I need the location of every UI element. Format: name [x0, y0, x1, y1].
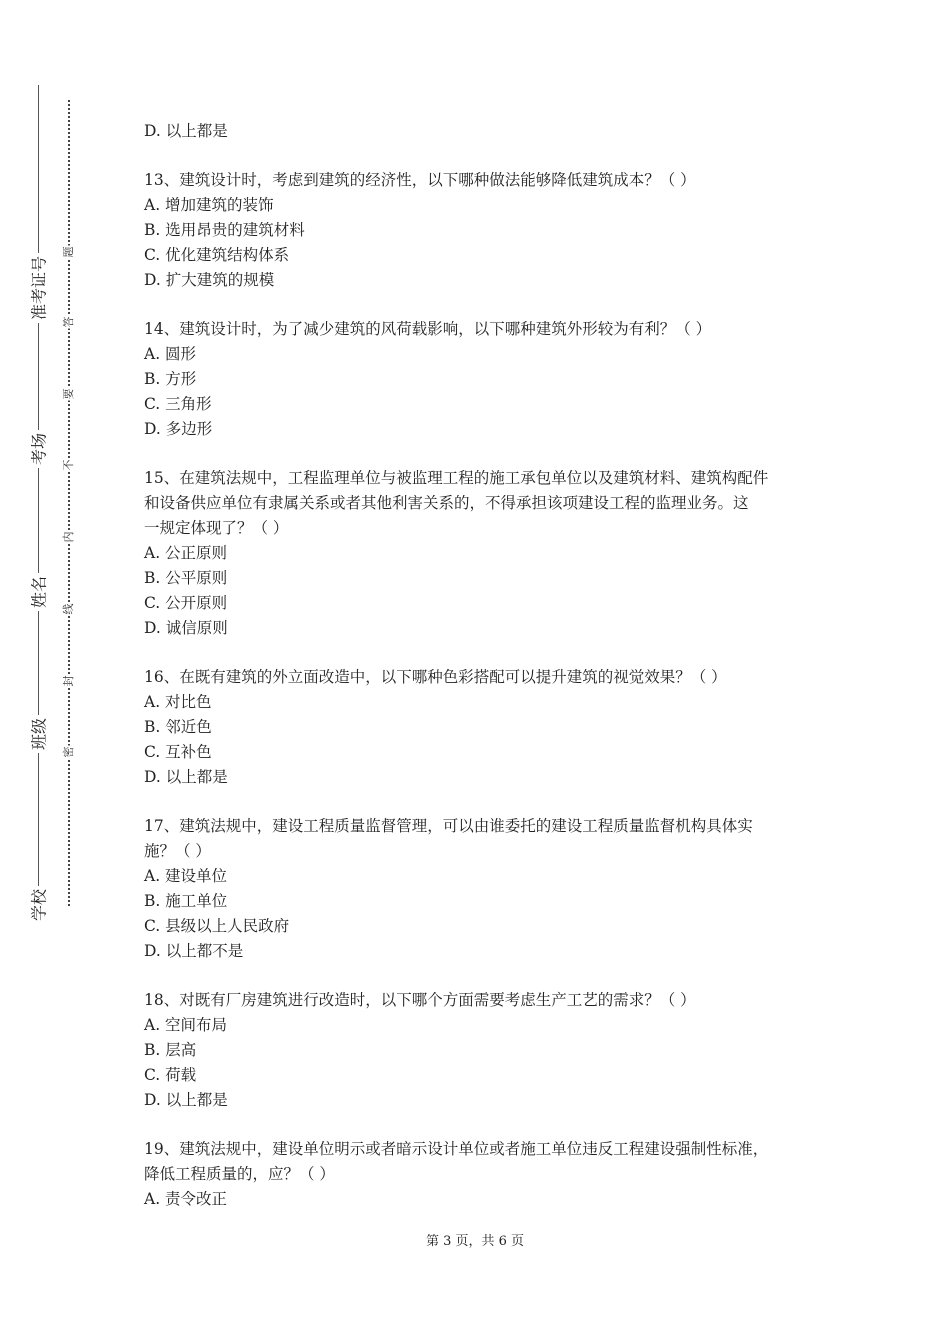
question-gap [144, 1113, 824, 1137]
question-text-line: 降低工程质量的，应？（ ） [144, 1165, 335, 1183]
solid-binding-line [38, 85, 39, 923]
name-label: 姓名 [25, 573, 52, 611]
question-text-line: 一规定体现了？（ ） [144, 519, 289, 537]
option-line: B. 方形 [144, 370, 197, 388]
option-line: D. 以上都是 [144, 1091, 228, 1109]
option-line: A. 对比色 [144, 693, 212, 711]
option-line: D. 诚信原则 [144, 619, 228, 637]
option-line: B. 选用昂贵的建筑材料 [144, 221, 305, 239]
class-label: 班级 [25, 715, 52, 753]
option-line: D. 以上都是 [144, 122, 228, 140]
option-line: B. 层高 [144, 1041, 197, 1059]
option-line: B. 邻近色 [144, 718, 212, 736]
option-line: A. 空间布局 [144, 1016, 228, 1034]
question-stem-line: 17、建筑法规中，建设工程质量监督管理，可以由谁委托的建设工程质量监督机构具体实 [144, 817, 753, 835]
question-stem-line: 18、对既有厂房建筑进行改造时，以下哪个方面需要考虑生产工艺的需求？（ ） [144, 991, 696, 1009]
option-line: A. 责令改正 [144, 1190, 228, 1208]
binding-margin: 准考证号 考场 姓名 班级 学校 题 答 要 不 内 线 封 密 [0, 0, 110, 1344]
option-line: C. 荷载 [144, 1066, 197, 1084]
option-line: C. 优化建筑结构体系 [144, 246, 290, 264]
school-label: 学校 [25, 886, 52, 924]
question-stem-line: 15、在建筑法规中，工程监理单位与被监理工程的施工承包单位以及建筑材料、建筑构配件 [144, 469, 769, 487]
question-gap [144, 964, 824, 988]
option-line: A. 圆形 [144, 345, 197, 363]
question-stem-line: 14、建筑设计时，为了减少建筑的风荷载影响，以下哪种建筑外形较为有利？（ ） [144, 320, 712, 338]
question-text-line: 施？（ ） [144, 842, 211, 860]
question-gap [144, 144, 824, 168]
dotted-seal-line [68, 100, 70, 906]
question-gap [144, 790, 824, 814]
question-gap [144, 293, 824, 317]
option-line: C. 县级以上人民政府 [144, 917, 290, 935]
option-line: C. 三角形 [144, 395, 212, 413]
question-stem-line: 16、在既有建筑的外立面改造中，以下哪种色彩搭配可以提升建筑的视觉效果？（ ） [144, 668, 727, 686]
option-line: A. 建设单位 [144, 867, 228, 885]
option-line: D. 扩大建筑的规模 [144, 271, 275, 289]
question-content [144, 119, 824, 1212]
question-gap [144, 442, 824, 466]
option-line: A. 增加建筑的装饰 [144, 196, 274, 214]
question-text-line: 和设备供应单位有隶属关系或者其他利害关系的，不得承担该项建设工程的监理业务。这 [144, 494, 749, 512]
exam-room-label: 考场 [25, 430, 52, 468]
question-stem-line: 13、建筑设计时，考虑到建筑的经济性，以下哪种做法能够降低建筑成本？（ ） [144, 171, 696, 189]
question-gap [144, 641, 824, 665]
option-line: D. 以上都是 [144, 768, 228, 786]
option-line: C. 公开原则 [144, 594, 228, 612]
option-line: B. 公平原则 [144, 569, 228, 587]
option-line: A. 公正原则 [144, 544, 228, 562]
exam-id-label: 准考证号 [25, 253, 52, 323]
option-line: D. 以上都不是 [144, 942, 244, 960]
option-line: C. 互补色 [144, 743, 212, 761]
question-stem-line: 19、建筑法规中，建设单位明示或者暗示设计单位或者施工单位违反工程建设强制性标准， [144, 1140, 769, 1158]
option-line: B. 施工单位 [144, 892, 228, 910]
option-line: D. 多边形 [144, 420, 213, 438]
page-footer: 第 3 页，共 6 页 [425, 1234, 525, 1249]
